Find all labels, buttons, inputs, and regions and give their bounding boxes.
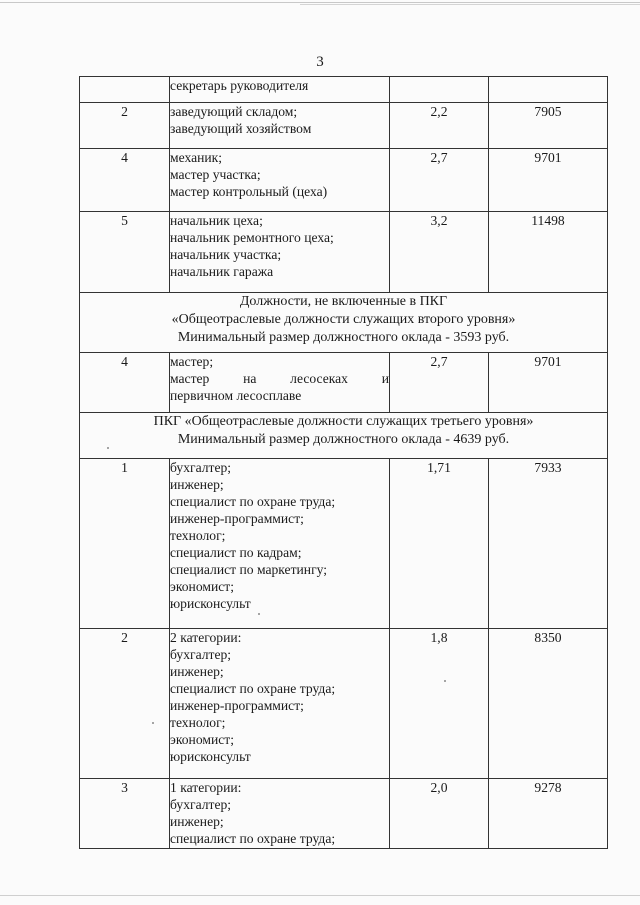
position-name-line: специалист по охране труда;: [170, 831, 336, 846]
justified-word: на: [243, 371, 257, 386]
section-header-row: [80, 413, 608, 459]
table-row: [80, 459, 608, 629]
salary-cell: 7905: [489, 103, 608, 149]
coefficient-cell: 2,0: [390, 779, 489, 849]
salary-cell: 8350: [489, 629, 608, 779]
position-name-line: экономист;: [170, 579, 234, 594]
coefficient-cell: 1,71: [390, 459, 489, 629]
salary-cell: 9278: [489, 779, 608, 849]
position-name-line: начальник ремонтного цеха;: [170, 230, 334, 245]
table-row: [80, 149, 608, 212]
position-name-line-justified: [170, 370, 389, 387]
justified-word: и: [381, 371, 389, 386]
position-name-line: мастер;: [170, 354, 214, 369]
salary-cell: 7933: [489, 459, 608, 629]
position-name-line: начальник гаража: [170, 264, 274, 279]
page-number: 3: [316, 54, 324, 70]
position-name-line: юрисконсульт: [170, 749, 251, 764]
position-name-line: специалист по охране труда;: [170, 494, 336, 509]
position-names-cell: [170, 149, 390, 212]
position-name-line: механик;: [170, 150, 223, 165]
position-name-line: инженер;: [170, 814, 224, 829]
position-name-line: бухгалтер;: [170, 460, 232, 475]
position-name-line: специалист по охране труда;: [170, 681, 336, 696]
table-row: [80, 77, 608, 103]
coefficient-cell: [390, 77, 489, 103]
salary-table-body: [80, 77, 608, 849]
section-header-line: Должности, не включенные в ПКГ: [239, 294, 448, 309]
salary-cell: 11498: [489, 212, 608, 293]
row-number-cell: 5: [80, 212, 170, 293]
position-name-line: бухгалтер;: [170, 797, 232, 812]
table-row: [80, 103, 608, 149]
position-name-line: 2 категории:: [170, 630, 242, 645]
justified-word: мастер: [170, 371, 210, 386]
scan-bottom-edge: [0, 895, 640, 896]
position-name-line: специалист по маркетингу;: [170, 562, 328, 577]
position-name-line: мастер участка;: [170, 167, 261, 182]
coefficient-cell: 1,8: [390, 629, 489, 779]
position-name-line: начальник цеха;: [170, 213, 263, 228]
coefficient-cell: 2,7: [390, 353, 489, 413]
salary-cell: [489, 77, 608, 103]
table-row: [80, 779, 608, 849]
salary-cell: 9701: [489, 353, 608, 413]
table-row: [80, 353, 608, 413]
salary-table: [79, 76, 608, 849]
coefficient-cell: 2,7: [390, 149, 489, 212]
coefficient-cell: 2,2: [390, 103, 489, 149]
scan-speck: [107, 447, 109, 449]
position-name-line: заведующий хозяйством: [170, 121, 312, 136]
scan-speck: [444, 680, 446, 682]
section-header-line: ПКГ «Общеотраслевые должности служащих третьего уровня»: [153, 414, 534, 429]
position-name-line: экономист;: [170, 732, 234, 747]
position-name-line: первичном лесосплаве: [170, 388, 302, 403]
position-name-line: технолог;: [170, 715, 226, 730]
row-number-cell: 2: [80, 629, 170, 779]
table-row: [80, 629, 608, 779]
justified-word: лесосеках: [290, 371, 348, 386]
section-header-cell: [80, 413, 608, 459]
row-number-cell: 4: [80, 353, 170, 413]
row-number-cell: 2: [80, 103, 170, 149]
position-name-line: инженер;: [170, 664, 224, 679]
row-number-cell: [80, 77, 170, 103]
position-names-cell: [170, 77, 390, 103]
position-name-line: инженер-программист;: [170, 698, 304, 713]
position-name-line: специалист по кадрам;: [170, 545, 302, 560]
scan-speck: [258, 613, 260, 615]
row-number-cell: 4: [80, 149, 170, 212]
salary-cell: 9701: [489, 149, 608, 212]
position-name-line: юрисконсульт: [170, 596, 251, 611]
position-name-line: инженер-программист;: [170, 511, 304, 526]
position-names-cell: [170, 212, 390, 293]
position-names-cell: [170, 353, 390, 413]
position-name-line: инженер;: [170, 477, 224, 492]
table-row: [80, 212, 608, 293]
row-number-cell: 3: [80, 779, 170, 849]
position-names-cell: [170, 779, 390, 849]
position-name-line: бухгалтер;: [170, 647, 232, 662]
position-name-line: технолог;: [170, 528, 226, 543]
scan-top-edge: [0, 2, 640, 3]
scan-speck: [152, 722, 154, 724]
section-header-line: Минимальный размер должностного оклада - 3593 руб.: [177, 330, 510, 345]
section-header-cell: [80, 293, 608, 353]
position-names-cell: [170, 103, 390, 149]
section-header-line: Минимальный размер должностного оклада - 4639 руб.: [177, 432, 510, 447]
coefficient-cell: 3,2: [390, 212, 489, 293]
scan-top-edge-secondary: [300, 4, 640, 5]
position-name-line: секретарь руководителя: [170, 78, 309, 93]
section-header-row: [80, 293, 608, 353]
row-number-cell: 1: [80, 459, 170, 629]
position-name-line: мастер контрольный (цеха): [170, 184, 328, 199]
section-header-line: «Общеотраслевые должности служащих второго уровня»: [171, 312, 516, 327]
position-names-cell: [170, 629, 390, 779]
position-names-cell: [170, 459, 390, 629]
position-name-line: 1 категории:: [170, 780, 242, 795]
position-name-line: начальник участка;: [170, 247, 282, 262]
position-name-line: заведующий складом;: [170, 104, 298, 119]
